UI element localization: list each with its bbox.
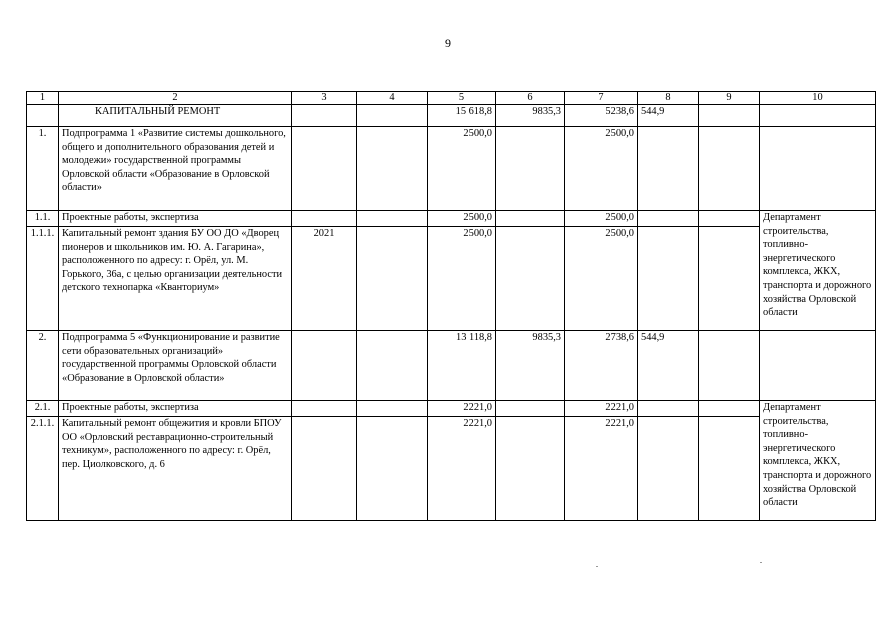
row-col7: 2500,0 (565, 227, 638, 331)
row-total: 2500,0 (428, 211, 496, 227)
row-year (292, 211, 357, 227)
row-total: 13 118,8 (428, 331, 496, 401)
row-col7: 2221,0 (565, 401, 638, 417)
column-number-3: 3 (292, 92, 357, 105)
row-col6 (496, 417, 565, 521)
row-year (292, 401, 357, 417)
row-col4 (357, 331, 428, 401)
row-col4 (357, 227, 428, 331)
row-col9 (699, 331, 760, 401)
row-year (292, 417, 357, 521)
row-col6 (496, 227, 565, 331)
row-index (27, 105, 59, 127)
row-total: 2500,0 (428, 227, 496, 331)
scan-speck (760, 562, 762, 563)
row-year (292, 331, 357, 401)
row-col9 (699, 127, 760, 211)
scan-speck (596, 566, 598, 567)
row-col9 (699, 211, 760, 227)
row-col6 (496, 211, 565, 227)
row-year (292, 127, 357, 211)
table-row (27, 227, 876, 331)
column-number-6: 6 (496, 92, 565, 105)
column-number-2: 2 (59, 92, 292, 105)
table-row (27, 211, 876, 227)
row-year: 2021 (292, 227, 357, 331)
row-executor: Департамент строительства, топливно-энергетического комплекса, ЖКХ, транспорта и дорожного хозяйства Орловской области (760, 401, 876, 521)
row-col7: 2500,0 (565, 211, 638, 227)
row-index: 1.1. (27, 211, 59, 227)
row-total: 2221,0 (428, 401, 496, 417)
row-col8 (638, 127, 699, 211)
row-executor (760, 127, 876, 211)
row-col6: 9835,3 (496, 331, 565, 401)
column-number-8: 8 (638, 92, 699, 105)
row-col8 (638, 401, 699, 417)
row-col4 (357, 211, 428, 227)
row-index: 2. (27, 331, 59, 401)
column-number-7: 7 (565, 92, 638, 105)
row-col9 (699, 105, 760, 127)
table-row (27, 401, 876, 417)
row-col8: 544,9 (638, 105, 699, 127)
row-total: 2500,0 (428, 127, 496, 211)
column-number-4: 4 (357, 92, 428, 105)
row-col8: 544,9 (638, 331, 699, 401)
table-header-row (27, 92, 876, 105)
table-row (27, 105, 876, 127)
row-index: 1.1.1. (27, 227, 59, 331)
row-title: Капитальный ремонт общежития и кровли БПОУ ОО «Орловский реставрационно-строительный техникум», расположенного по адресу: г. Орёл, пер. Циолковского, д. 6 (59, 417, 292, 521)
row-col7: 2221,0 (565, 417, 638, 521)
page-number: 9 (445, 36, 451, 50)
row-col6 (496, 401, 565, 417)
table-row (27, 331, 876, 401)
column-number-5: 5 (428, 92, 496, 105)
row-title: КАПИТАЛЬНЫЙ РЕМОНТ (59, 105, 292, 127)
row-executor (760, 331, 876, 401)
row-col7: 2500,0 (565, 127, 638, 211)
column-number-10: 10 (760, 92, 876, 105)
column-number-1: 1 (27, 92, 59, 105)
row-col6 (496, 127, 565, 211)
row-executor: Департамент строительства, топливно-энергетического комплекса, ЖКХ, транспорта и дорожного хозяйства Орловской области (760, 211, 876, 331)
row-col8 (638, 211, 699, 227)
row-index: 1. (27, 127, 59, 211)
row-total: 15 618,8 (428, 105, 496, 127)
row-col4 (357, 127, 428, 211)
row-col7: 5238,6 (565, 105, 638, 127)
row-col7: 2738,6 (565, 331, 638, 401)
row-col8 (638, 227, 699, 331)
row-title: Капитальный ремонт здания БУ ОО ДО «Дворец пионеров и школьников им. Ю. А. Гагарина», расположенного по адресу: г. Орёл, ул. М. Горького, 36а, с целью организации деятельности детского технопарка «Кванториум» (59, 227, 292, 331)
row-title: Подпрограмма 1 «Развитие системы дошкольного, общего и дополнительного образования детей и молодежи» государственной программы Орловской области «Образование в Орловской области» (59, 127, 292, 211)
column-number-9: 9 (699, 92, 760, 105)
row-index: 2.1.1. (27, 417, 59, 521)
row-col9 (699, 401, 760, 417)
row-title: Проектные работы, экспертиза (59, 211, 292, 227)
row-col9 (699, 417, 760, 521)
table-row (27, 417, 876, 521)
table-row (27, 127, 876, 211)
row-index: 2.1. (27, 401, 59, 417)
row-col4 (357, 105, 428, 127)
row-total: 2221,0 (428, 417, 496, 521)
budget-table (26, 91, 876, 521)
row-col4 (357, 417, 428, 521)
row-col8 (638, 417, 699, 521)
row-col4 (357, 401, 428, 417)
row-col6: 9835,3 (496, 105, 565, 127)
row-year (292, 105, 357, 127)
row-col9 (699, 227, 760, 331)
row-title: Подпрограмма 5 «Функционирование и развитие сети образовательных организаций» государственной программы Орловской области «Образование в Орловской области» (59, 331, 292, 401)
row-executor (760, 105, 876, 127)
row-title: Проектные работы, экспертиза (59, 401, 292, 417)
